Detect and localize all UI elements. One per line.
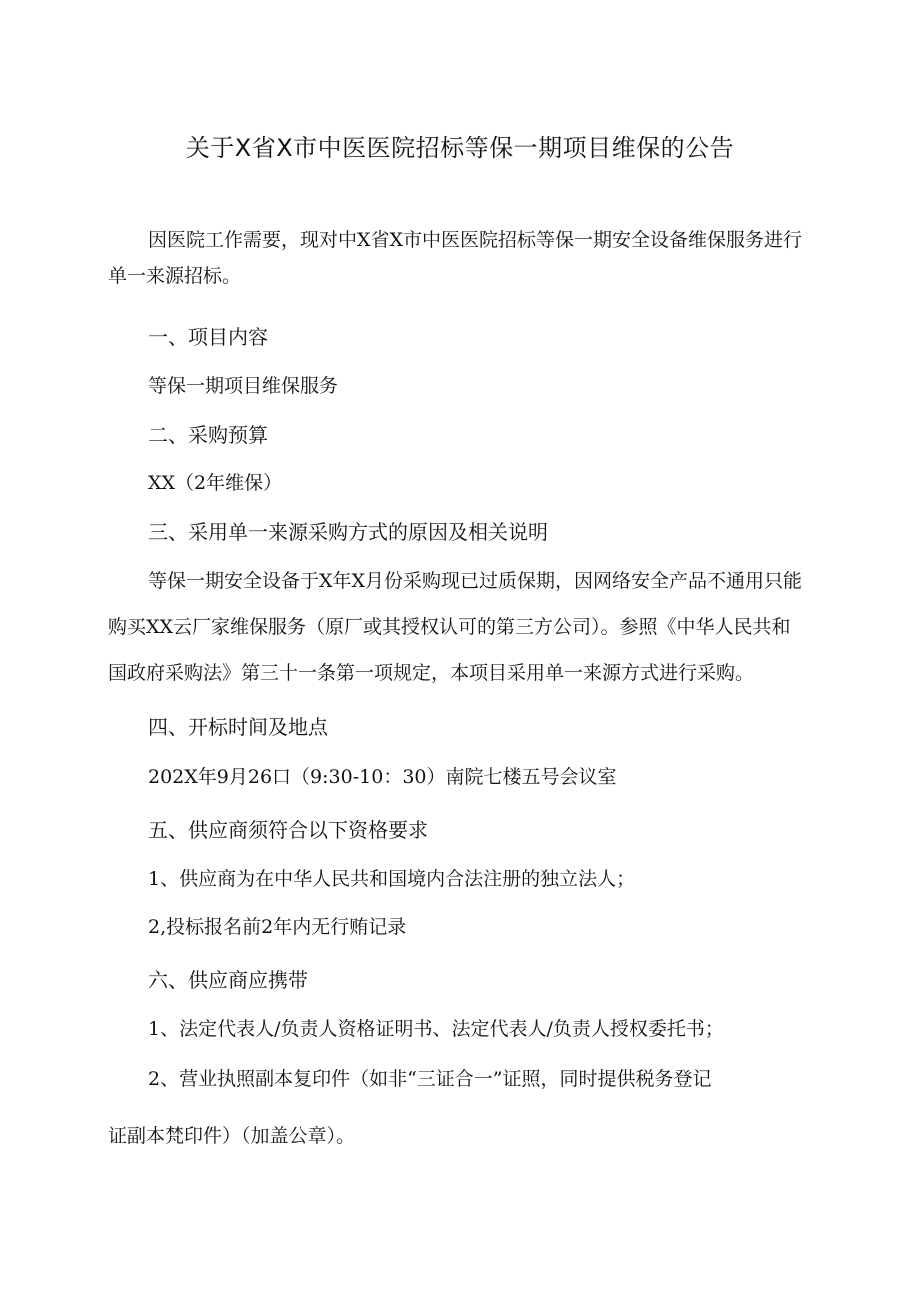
section-text-bid-opening: 202X年9月26口（9:30-10：30）南院七楼五号会议室 — [148, 766, 617, 788]
document-item: 2、营业执照副本复印件（如非“三证合一”证照，同时提供税务登记 — [148, 1068, 712, 1090]
intro-paragraph — [108, 222, 840, 294]
section-heading-bid-opening: 四、开标时间及地点 — [148, 715, 328, 739]
section-paragraph-reason — [108, 563, 840, 691]
section-text-budget: XX（2年维保） — [148, 472, 283, 494]
section-heading-project-content: 一、项目内容 — [148, 325, 268, 349]
section-heading-budget: 二、采购预算 — [148, 423, 268, 447]
qualification-item: 1、供应商为在中华人民共和国境内合法注册的独立法人； — [148, 868, 636, 890]
section-heading-reason: 三、采用单一来源采购方式的原因及相关说明 — [148, 520, 548, 544]
reason-line: 等保一期安全设备于X年X月份采购现已过质保期，因网络安全产品不通用只能 — [148, 570, 803, 592]
intro-line: 单一来源招标。 — [108, 265, 242, 287]
reason-line: 国政府采购法》第三十一条第一项规定，本项目采用单一来源方式进行采购。 — [108, 662, 755, 684]
document-title: 关于X省X市中医医院招标等保一期项目维保的公告 — [185, 134, 735, 162]
section-text-project-content: 等保一期项目维保服务 — [148, 375, 339, 397]
document-item: 1、法定代表人/负责人资格证明书、法定代表人/负责人授权委托书； — [148, 1018, 724, 1040]
intro-line: 因医院工作需要，现对中X省X市中医医院招标等保一期安全设备维保服务进行 — [148, 229, 803, 251]
section-heading-qualifications: 五、供应商须符合以下资格要求 — [148, 818, 428, 842]
qualification-item: 2,投标报名前2年内无行贿记录 — [148, 916, 407, 938]
reason-line: 购买XX云厂家维保服务（原厂或其授权认可的第三方公司）。参照《中华人民共和 — [108, 616, 791, 638]
document-item-continuation: 证副本梵印件）（加盖公章）。 — [108, 1125, 356, 1147]
section-heading-documents: 六、供应商应携带 — [148, 968, 308, 992]
